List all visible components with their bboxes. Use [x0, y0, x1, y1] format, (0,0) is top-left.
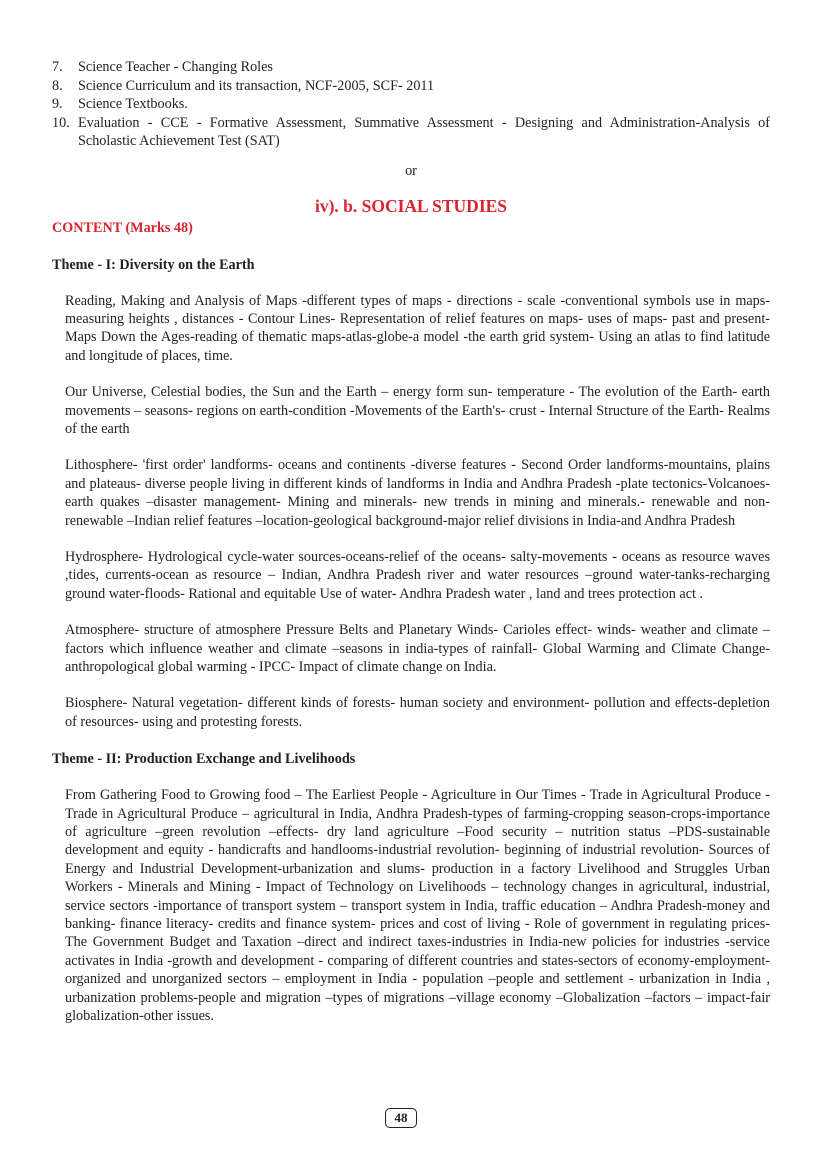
content-label: CONTENT (Marks 48)	[52, 219, 193, 236]
section-title: iv). b. SOCIAL STUDIES	[314, 195, 508, 216]
theme-heading-2: Theme - II: Production Exchange and Livelihoods	[52, 751, 356, 768]
theme-heading-1: Theme - I: Diversity on the Earth	[52, 256, 255, 273]
list-item-text: Science Curriculum and its transaction, NCF-2005, SCF- 2011	[78, 77, 435, 94]
list-item	[52, 58, 770, 77]
list-item	[52, 114, 770, 151]
theme1-paragraph-hydrosphere: Hydrosphere- Hydrological cycle-water sources-oceans-relief of the oceans- salty-movements - oceans as resource waves ,tides, currents-ocean as resource – Indian, Andhra Pradesh river and water resources –ground water-tanks-recharging ground water-floods- Rational and equitable Use of water- Andhra Pradesh water , land and trees protection act .	[65, 548, 770, 602]
list-item-text: Science Teacher - Changing Roles	[78, 59, 273, 75]
theme1-paragraph-universe: Our Universe, Celestial bodies, the Sun and the Earth – energy form sun- temperature - The evolution of the Earth- earth movements – seasons- regions on earth-condition -Movements of the Earth's- crust - Internal Structure of the Earth- Realms of the earth	[65, 384, 770, 437]
theme2-paragraph-livelihoods: From Gathering Food to Growing food – The Earliest People - Agriculture in Our Times - Trade in Agricultural Produce -Trade in Agricultural Produce – agricultural in India, Andhra Pradesh-types of farming-cropping season-crops-importance of agriculture –green revolution –effects- dry land agriculture –Food security – nutrition status –PDS-sustainable development and equity - handicrafts and handlooms-industrial revolution- beginning of industrial revolution- Sources of Energy and Industrial Development-urbanization and slums- production in a factory Livelihood and Struggles Urban Workers - Minerals and Mining - Impact of Technology on Livelihoods – technology changes in agricultural, industrial, service sectors -importance of transport system – transport system in India, traffic education – Andhra Pradesh-money and banking- finance literacy- credits and finance system- prices and cost of living - Role of government in regulating prices- The Government Budget and Taxation –direct and indirect taxes-industries in India-new policies for industries -service activates in India -growth and development - comparing of different countries and states-sectors of economy-employment- organized and unorganized sectors – employment in India - population –people and settlement - urbanization in India , urbanization problems-people and migration –types of migrations –village economy –Globalization –factors – impact-fair globalization-other issues.	[65, 787, 770, 1025]
numbered-list	[52, 58, 770, 151]
theme1-paragraph-lithosphere: Lithosphere- 'first order' landforms- oceans and continents -diverse features - Second Order landforms-mountains, plains and plateaus- diverse people living in different kinds of landforms in India and Andhra Pradesh -plate tectonics-Volcanoes-earth quakes –disaster management- Mining and minerals- new trends in mining and minerals.- renewable and non-renewable –Indian relief features –location-geological background-major relief divisions in India-and Andhra Pradesh	[65, 457, 770, 529]
list-item-number: 7.	[52, 59, 63, 75]
list-item	[52, 95, 770, 114]
list-item-text: Evaluation - CCE - Formative Assessment, Summative Assessment - Designing and Administration-Analysis of Scholastic Achievement Test (SAT)	[78, 114, 770, 149]
list-item-number: 8.	[52, 77, 63, 94]
page-number: 48	[385, 1108, 417, 1128]
list-item-text: Science Textbooks.	[78, 96, 188, 112]
list-item-number: 9.	[52, 96, 63, 112]
or-separator: or	[405, 162, 417, 179]
page-content	[52, 58, 770, 1040]
theme1-paragraph-atmosphere: Atmosphere- structure of atmosphere Pressure Belts and Planetary Winds- Carioles effect- winds- weather and climate –factors which influence weather and climate –seasons in india-types of rainfall- Global Warming and Climate Change-anthropological global warming - IPCC- Impact of climate change on India.	[65, 622, 770, 675]
list-item-number: 10.	[52, 114, 70, 131]
theme1-paragraph-biosphere: Biosphere- Natural vegetation- different kinds of forests- human society and environment- pollution and effects-depletion of resources- using and protesting forests.	[65, 695, 770, 730]
list-item	[52, 77, 770, 96]
theme1-paragraph-maps: Reading, Making and Analysis of Maps -different types of maps - directions - scale -conventional symbols use in maps-measuring heights , distances - Contour Lines- Representation of relief features on maps- uses of maps- past and present-Maps Down the Ages-reading of thematic maps-atlas-globe-a model -the earth grid system- Using an atlas to find latitude and longitude of places, time.	[65, 292, 770, 364]
